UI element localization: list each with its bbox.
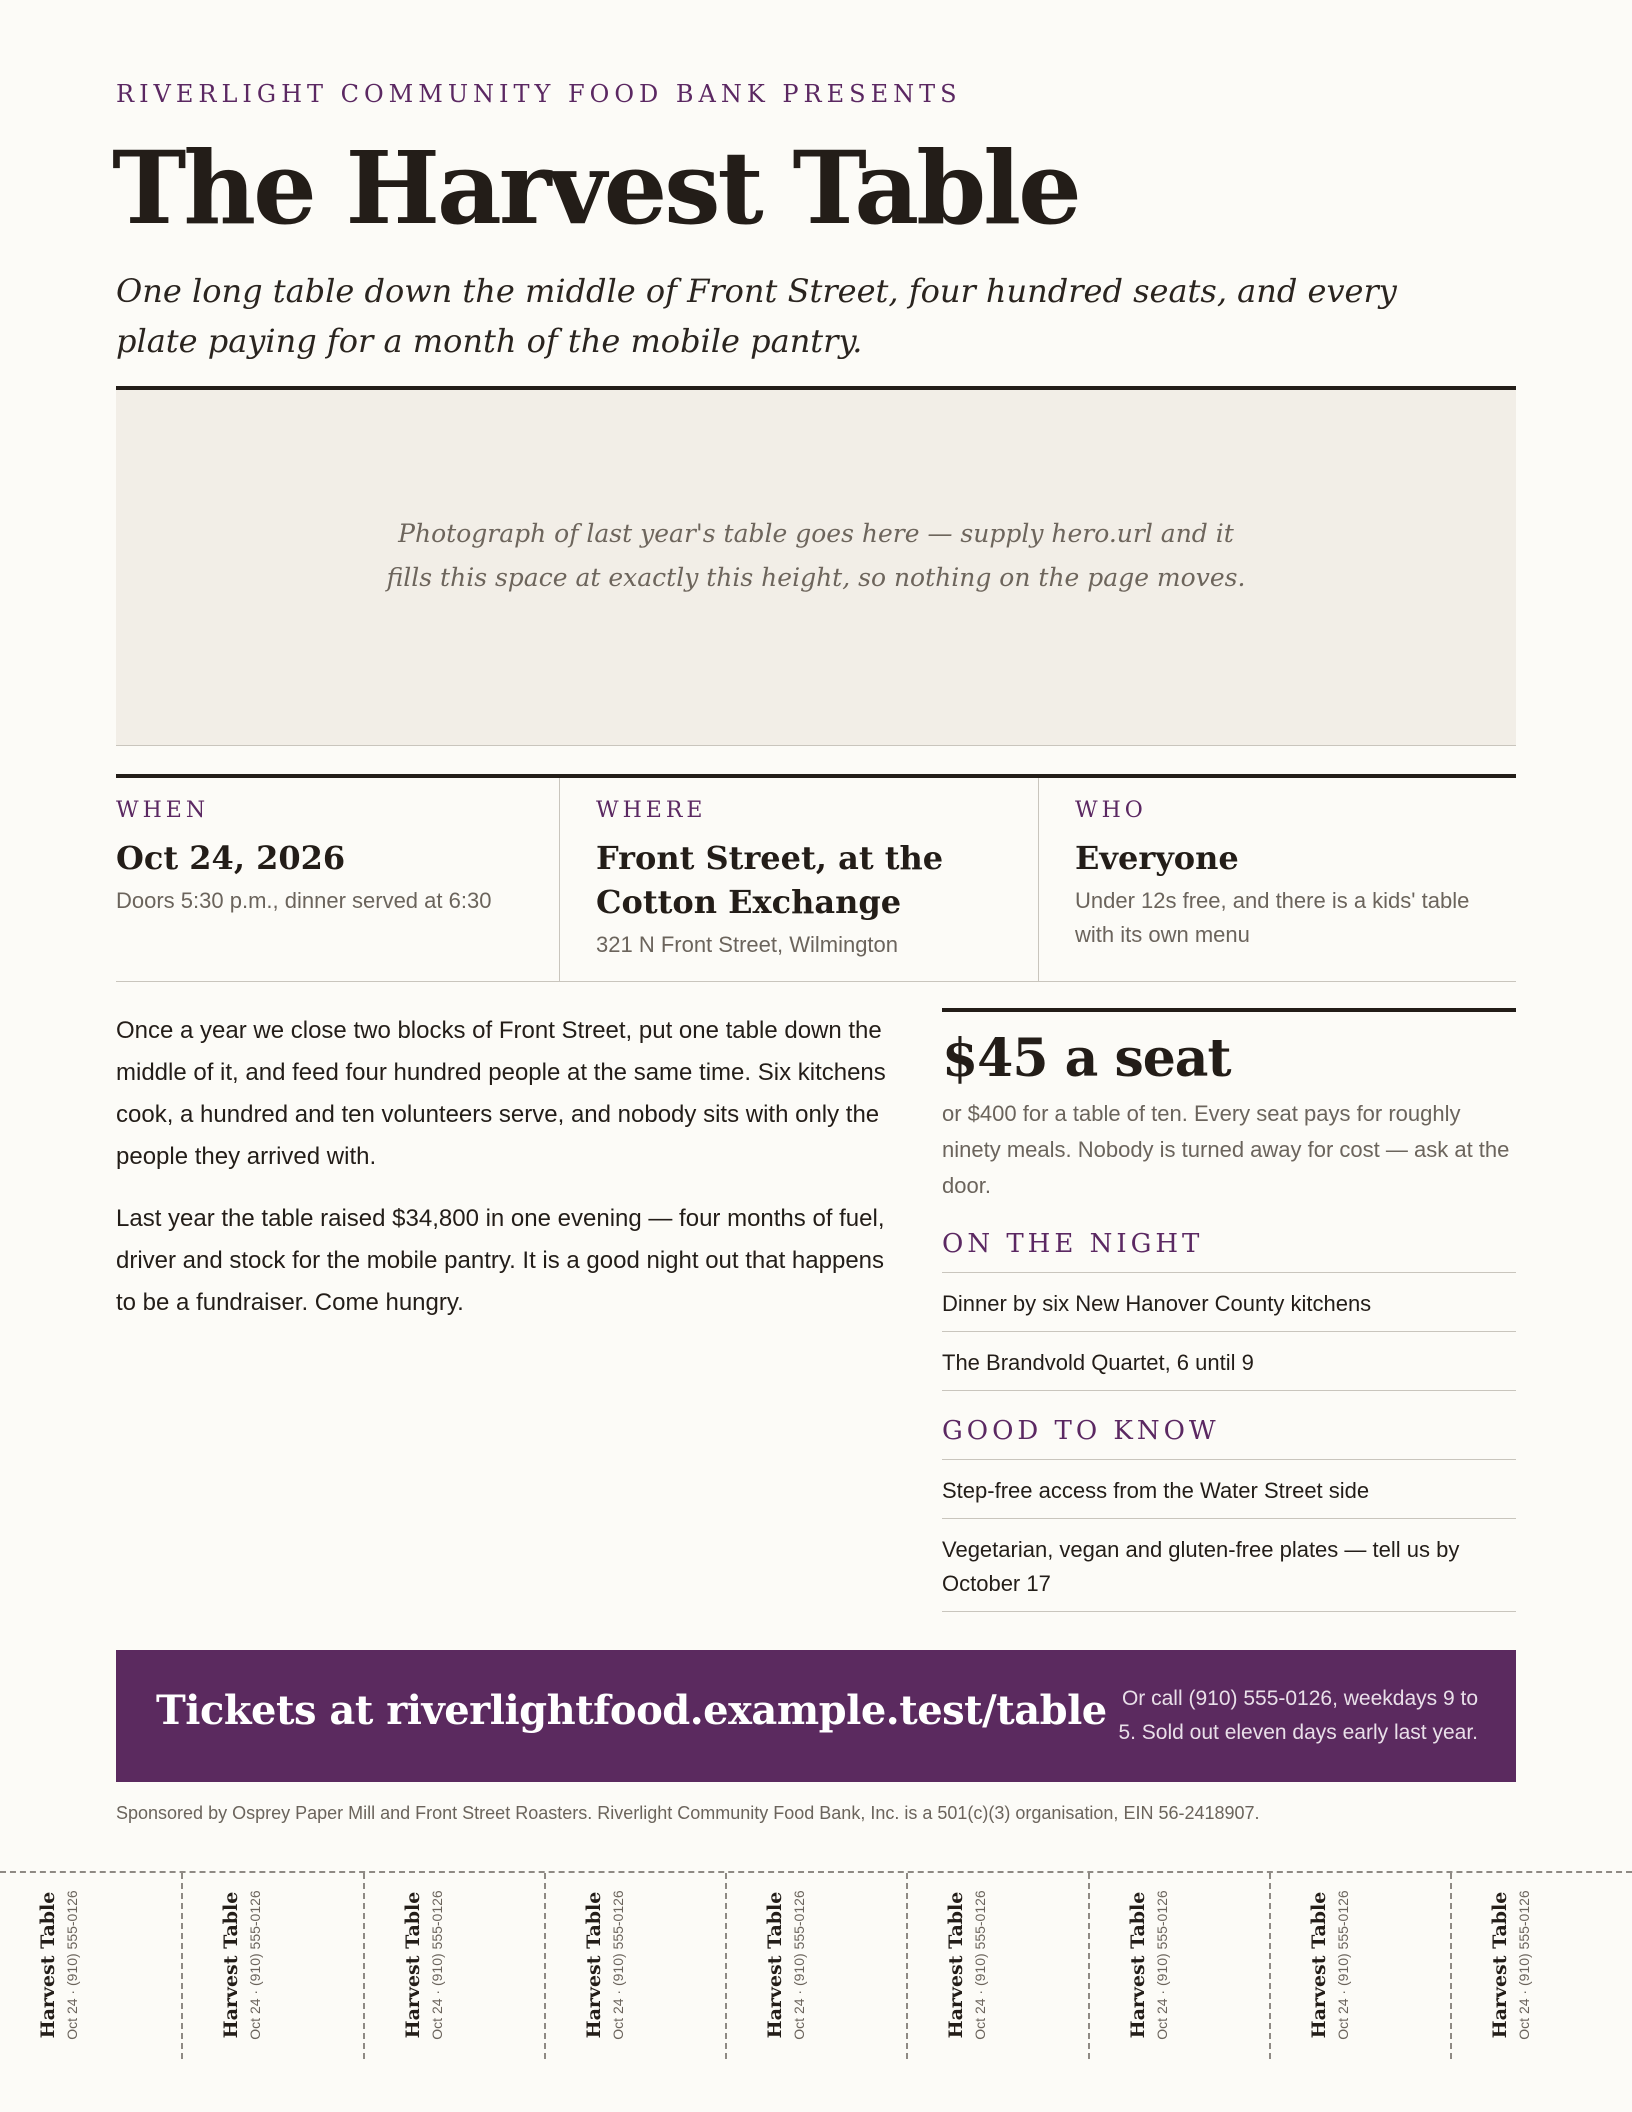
fact-value: Front Street, at the Cotton Exchange [596,839,944,921]
tab-detail: Oct 24 · (910) 555-0126 [247,1890,264,2040]
tickets-phone-note: Or call (910) 555-0126, weekdays 9 to 5. Sold out eleven days early last year. [1118,1687,1478,1744]
event-facts [116,774,1516,982]
tab-detail: Oct 24 · (910) 555-0126 [972,1890,989,2040]
fact-detail: Under 12s free, and there is a kids' table with its own menu [1075,888,1470,947]
ticket-info-panel [942,1008,1516,1612]
fact-detail: Doors 5:30 p.m., dinner served at 6:30 [116,888,492,913]
hero-caption: Photograph of last year's table goes here — supply hero.url and it fills this space at exactly this height, so nothing on the page moves. [386,518,1246,592]
fact-when [116,778,559,981]
seat-price: $45 a seat [942,1028,1231,1089]
tab-name: Harvest Table [401,1891,424,2039]
tab-detail: Oct 24 · (910) 555-0126 [1516,1890,1533,2040]
tear-tab[interactable] [1269,1873,1450,2059]
story-paragraph: Once a year we close two blocks of Front Street, put one table down the middle of it, and feed four hundred people at the same time. Six kitchens cook, a hundred and ten volunteers serve, and nobody sits with only the people they arrived with. [116,1017,886,1170]
fact-label: WHEN [116,798,210,823]
tear-tab[interactable] [906,1873,1087,2059]
event-title: The Harvest Table [112,129,1079,247]
sponsor-note: Sponsored by Osprey Paper Mill and Front Street Roasters. Riverlight Community Food Bank, Inc. is a 501(c)(3) organisation, EIN 56-2418907. [116,1803,1260,1823]
presenter-kicker: RIVERLIGHT COMMUNITY FOOD BANK PRESENTS [116,80,962,108]
tickets-link[interactable]: Tickets at riverlightfood.example.test/table [156,1686,1107,1734]
tear-tab[interactable] [1088,1873,1269,2059]
fact-label: WHERE [596,798,707,823]
tab-name: Harvest Table [37,1891,59,2039]
tab-detail: Oct 24 · (910) 555-0126 [428,1890,445,2040]
tear-tab[interactable] [0,1873,181,2059]
price-detail: or $400 for a table of ten. Every seat pays for roughly ninety meals. Nobody is turned away for cost — ask at the door. [942,1101,1510,1198]
list-item: Vegetarian, vegan and gluten-free plates — tell us by October 17 [942,1519,1516,1612]
tab-detail: Oct 24 · (910) 555-0126 [791,1890,808,2040]
tab-detail: Oct 24 · (910) 555-0126 [1153,1890,1170,2040]
tab-name: Harvest Table [1126,1891,1149,2039]
tear-off-tabs [0,1871,1632,2059]
tear-tab[interactable] [181,1873,362,2059]
tab-name: Harvest Table [1489,1891,1512,2039]
list-item: Step-free access from the Water Street side [942,1460,1516,1519]
fact-where [559,778,1038,981]
fact-who [1038,778,1516,981]
tab-name: Harvest Table [764,1891,787,2039]
on-the-night-heading: ON THE NIGHT [942,1226,1516,1273]
fact-label: WHO [1075,798,1147,823]
tab-name: Harvest Table [220,1891,243,2039]
tab-detail: Oct 24 · (910) 555-0126 [609,1890,626,2040]
fact-detail: 321 N Front Street, Wilmington [596,932,899,957]
fact-value: Oct 24, 2026 [116,839,346,877]
fact-value: Everyone [1075,839,1239,877]
tickets-banner [116,1650,1516,1782]
tab-name: Harvest Table [945,1891,968,2039]
tear-tab[interactable] [544,1873,725,2059]
list-item: Dinner by six New Hanover County kitchens [942,1273,1516,1332]
story-paragraph: Last year the table raised $34,800 in one evening — four months of fuel, driver and stock for the mobile pantry. It is a good night out that happens to be a fundraiser. Come hungry. [116,1205,885,1316]
good-to-know-heading: GOOD TO KNOW [942,1413,1516,1460]
event-story [116,1010,896,1344]
list-item: The Brandvold Quartet, 6 until 9 [942,1332,1516,1391]
hero-photo-placeholder [116,386,1516,746]
tab-name: Harvest Table [582,1891,605,2039]
tab-name: Harvest Table [1308,1891,1331,2039]
tab-detail: Oct 24 · (910) 555-0126 [1335,1890,1352,2040]
tear-tab[interactable] [363,1873,544,2059]
tear-tab[interactable] [1450,1873,1631,2059]
tab-detail: Oct 24 · (910) 555-0126 [64,1890,80,2040]
tear-tab[interactable] [725,1873,906,2059]
event-subtitle: One long table down the middle of Front Street, four hundred seats, and every plate paying for a month of the mobile pantry. [116,272,1397,360]
